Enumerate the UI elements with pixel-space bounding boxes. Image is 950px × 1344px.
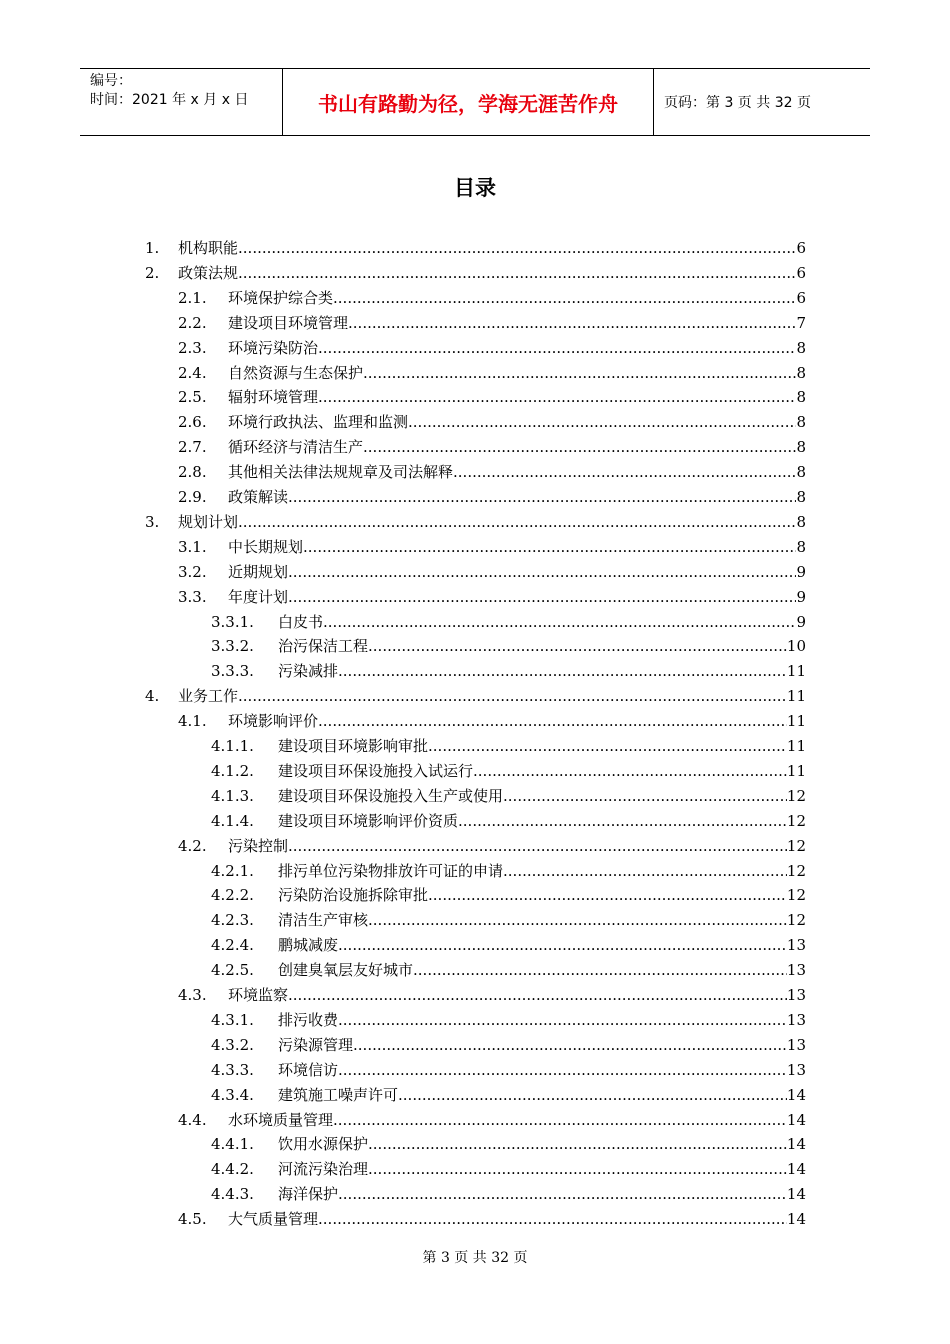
toc-entry[interactable]	[0, 1130, 950, 1154]
toc-entry-page: 13	[786, 961, 806, 980]
toc-entry-number: 3.3.3.	[211, 662, 254, 681]
toc-entry-number: 4.2.5.	[211, 961, 254, 980]
toc-dot-leader	[338, 661, 787, 681]
toc-entry-number: 4.1.	[178, 712, 207, 731]
toc-entry[interactable]	[0, 583, 950, 607]
toc-entry[interactable]	[0, 558, 950, 582]
toc-entry-number: 4.4.	[178, 1110, 207, 1129]
toc-dot-leader	[503, 861, 787, 881]
toc-dot-leader	[303, 537, 796, 557]
toc-dot-leader	[323, 612, 796, 632]
toc-entry-title: 河流污染治理	[278, 1160, 369, 1179]
toc-entry-number: 3.1.	[178, 537, 207, 556]
header-left-cell	[80, 69, 282, 135]
page-footer: 第 3 页 共 32 页	[422, 1250, 528, 1266]
toc-dot-leader	[338, 1184, 787, 1204]
toc-entry-page: 6	[796, 288, 806, 307]
toc-entry[interactable]	[0, 981, 950, 1005]
toc-dot-leader	[428, 885, 787, 905]
toc-entry[interactable]	[0, 608, 950, 632]
toc-entry-title: 饮用水源保护	[278, 1135, 369, 1154]
toc-dot-leader	[288, 487, 796, 507]
toc-entry-page: 11	[786, 687, 806, 706]
toc-entry[interactable]	[0, 383, 950, 407]
toc-entry-title: 建设项目环境管理	[228, 313, 349, 332]
toc-entry-title: 环境污染防治	[228, 338, 319, 357]
toc-entry-page: 8	[796, 363, 806, 382]
toc-dot-leader	[338, 935, 787, 955]
toc-entry-title: 污染源管理	[278, 1035, 354, 1054]
header-table	[80, 68, 870, 136]
toc-entry-page: 13	[786, 986, 806, 1004]
toc-entry-number: 4.5.	[178, 1210, 207, 1229]
toc-entry-page: 8	[796, 463, 806, 482]
toc-entry[interactable]	[0, 334, 950, 358]
toc-entry-page: 8	[796, 512, 806, 531]
toc-entry-page: 13	[786, 1035, 806, 1054]
toc-entry-number: 3.3.1.	[211, 612, 254, 631]
toc-entry-title: 循环经济与清洁生产	[228, 438, 364, 457]
toc-dot-leader	[368, 1159, 787, 1179]
toc-entry-number: 2.	[145, 263, 160, 282]
toc-entry-number: 4.1.2.	[211, 761, 254, 780]
toc-dot-leader	[368, 1134, 787, 1154]
toc-entry-title: 机构职能	[178, 239, 239, 257]
toc-entry[interactable]	[0, 1006, 950, 1030]
toc-dot-leader	[333, 1110, 787, 1130]
header-page-info: 页码：第 3 页 共 32 页	[664, 95, 811, 111]
toc-entry[interactable]	[0, 757, 950, 781]
toc-entry-page: 13	[786, 1010, 806, 1029]
toc-entry[interactable]	[0, 1031, 950, 1055]
document-time-label: 时间：2021 年 x 月 x 日	[90, 92, 249, 108]
toc-dot-leader	[318, 338, 796, 358]
toc-entry-number: 3.	[145, 512, 160, 531]
toc-entry-title: 污染防治设施拆除审批	[278, 886, 429, 905]
toc-entry-page: 9	[796, 612, 806, 631]
toc-entry-title: 建筑施工噪声许可	[278, 1085, 399, 1104]
toc-dot-leader	[453, 462, 796, 482]
toc-entry[interactable]	[0, 857, 950, 881]
toc-entry-title: 白皮书	[278, 612, 324, 631]
toc-entry-title: 政策法规	[178, 263, 239, 282]
toc-entry-number: 4.3.2.	[211, 1035, 254, 1054]
toc-entry-page: 6	[796, 263, 806, 282]
toc-entry-number: 4.1.3.	[211, 786, 254, 805]
toc-entry-title: 自然资源与生态保护	[228, 363, 364, 382]
toc-entry-page: 12	[786, 886, 806, 905]
header-motto: 书山有路勤为径，学海无涯苦作舟	[282, 69, 654, 135]
toc-entry-number: 4.2.3.	[211, 911, 254, 930]
toc-entry-number: 2.9.	[178, 488, 207, 506]
toc-entry-number: 4.3.4.	[211, 1085, 254, 1104]
toc-entry-title: 业务工作	[178, 687, 239, 706]
toc-entry[interactable]	[0, 707, 950, 731]
toc-entry[interactable]	[0, 259, 950, 283]
toc-entry-page: 9	[796, 587, 806, 606]
toc-entry-page: 14	[786, 1210, 806, 1229]
toc-entry-title: 水环境质量管理	[228, 1110, 334, 1129]
toc-entry-number: 3.3.2.	[211, 637, 254, 656]
toc-entry-page: 7	[796, 313, 806, 332]
toc-entry-title: 污染控制	[228, 836, 289, 855]
toc-entry-title: 环境行政执法、监理和监测	[228, 413, 409, 432]
toc-entry-title: 建设项目环境影响评价资质	[278, 811, 459, 830]
toc-entry[interactable]	[0, 1106, 950, 1130]
toc-entry[interactable]	[0, 632, 950, 656]
toc-entry[interactable]	[0, 408, 950, 432]
toc-dot-leader	[318, 711, 787, 731]
toc-entry-page: 12	[786, 811, 806, 830]
toc-entry-title: 排污收费	[278, 1010, 339, 1029]
toc-entry-number: 3.3.	[178, 587, 207, 606]
toc-entry-title: 政策解读	[228, 488, 289, 506]
toc-entry-number: 4.4.3.	[211, 1185, 254, 1204]
toc-entry-number: 4.2.2.	[211, 886, 254, 905]
toc-dot-leader	[238, 238, 796, 258]
toc-entry-page: 8	[796, 388, 806, 407]
toc-dot-leader	[288, 562, 796, 582]
toc-dot-leader	[348, 313, 796, 333]
toc-entry-title: 鹏城减废	[278, 936, 339, 955]
toc-entry-title: 海洋保护	[278, 1185, 339, 1204]
toc-entry-page: 14	[786, 1085, 806, 1104]
toc-entry-page: 8	[796, 537, 806, 556]
toc-entry-title: 清洁生产审核	[278, 911, 369, 930]
toc-entry-number: 2.6.	[178, 413, 207, 432]
toc-entry-number: 4.2.	[178, 836, 207, 855]
toc-entry-page: 14	[786, 1135, 806, 1154]
toc-dot-leader	[333, 288, 796, 308]
toc-entry-number: 4.3.3.	[211, 1060, 254, 1079]
toc-entry[interactable]	[0, 533, 950, 557]
toc-entry-number: 4.1.4.	[211, 811, 254, 830]
toc-entry-number: 4.4.2.	[211, 1160, 254, 1179]
toc-dot-leader	[318, 387, 796, 407]
toc-dot-leader	[413, 960, 787, 980]
toc-entry-title: 环境影响评价	[228, 712, 319, 731]
toc-entry-title: 创建臭氧层友好城市	[278, 961, 414, 980]
toc-entry[interactable]	[0, 508, 950, 532]
toc-entry-title: 污染减排	[278, 662, 339, 681]
toc-entry-title: 环境保护综合类	[228, 288, 334, 307]
toc-entry[interactable]	[0, 832, 950, 856]
toc-entry[interactable]	[0, 234, 950, 258]
toc-entry[interactable]	[0, 1081, 950, 1105]
toc-entry-title: 辐射环境管理	[228, 388, 319, 407]
toc-entry-title: 建设项目环境影响审批	[278, 737, 429, 755]
toc-entry-number: 4.3.1.	[211, 1010, 254, 1029]
toc-entry-number: 2.3.	[178, 338, 207, 357]
toc-entry[interactable]	[0, 458, 950, 482]
toc-entry-page: 12	[786, 786, 806, 805]
toc-entry[interactable]	[0, 732, 950, 756]
toc-dot-leader	[238, 686, 787, 706]
toc-dot-leader	[363, 363, 796, 383]
document-number-label: 编号：	[90, 73, 132, 89]
toc-entry-page: 13	[786, 1060, 806, 1079]
toc-entry-page: 8	[796, 488, 806, 506]
toc-entry-page: 8	[796, 413, 806, 432]
toc-entry[interactable]	[0, 657, 950, 681]
toc-entry-number: 2.4.	[178, 363, 207, 382]
toc-dot-leader	[288, 836, 787, 856]
page-title: 目录	[454, 176, 496, 200]
toc-entry-number: 4.3.	[178, 986, 207, 1004]
toc-dot-leader	[238, 512, 796, 532]
toc-entry-page: 12	[786, 836, 806, 855]
toc-entry-page: 13	[786, 936, 806, 955]
toc-entry[interactable]	[0, 1205, 950, 1229]
toc-entry[interactable]	[0, 433, 950, 457]
toc-entry-title: 大气质量管理	[228, 1210, 319, 1229]
toc-dot-leader	[473, 761, 787, 781]
toc-entry-page: 12	[786, 861, 806, 880]
toc-dot-leader	[353, 1035, 787, 1055]
toc-entry-page: 8	[796, 338, 806, 357]
toc-entry-title: 建设项目环保设施投入生产或使用	[278, 786, 504, 805]
toc-dot-leader	[318, 1209, 787, 1229]
toc-dot-leader	[363, 437, 796, 457]
toc-entry-page: 12	[786, 911, 806, 930]
toc-dot-leader	[368, 910, 787, 930]
toc-dot-leader	[368, 636, 787, 656]
toc-entry-title: 年度计划	[228, 587, 289, 606]
toc-dot-leader	[238, 263, 796, 283]
toc-entry[interactable]	[0, 1056, 950, 1080]
toc-entry[interactable]	[0, 807, 950, 831]
toc-entry-number: 4.2.4.	[211, 936, 254, 955]
toc-dot-leader	[288, 587, 796, 607]
toc-entry-page: 8	[796, 438, 806, 457]
toc-entry[interactable]	[0, 359, 950, 383]
toc-entry[interactable]	[0, 1155, 950, 1179]
toc-entry-title: 近期规划	[228, 562, 289, 581]
toc-entry-page: 14	[786, 1185, 806, 1204]
toc-entry[interactable]	[0, 931, 950, 955]
toc-entry[interactable]	[0, 309, 950, 333]
toc-entry-page: 11	[786, 712, 806, 731]
toc-entry-page: 6	[796, 239, 806, 257]
toc-dot-leader	[338, 1060, 787, 1080]
toc-dot-leader	[398, 1085, 787, 1105]
toc-entry-number: 2.1.	[178, 288, 207, 307]
toc-entry-number: 4.1.1.	[211, 737, 254, 755]
toc-entry-title: 规划计划	[178, 512, 239, 531]
toc-entry-title: 中长期规划	[228, 537, 304, 556]
toc-entry-title: 治污保洁工程	[278, 637, 369, 656]
toc-entry-number: 4.2.1.	[211, 861, 254, 880]
toc-entry-title: 建设项目环保设施投入试运行	[278, 761, 474, 780]
toc-entry-number: 2.8.	[178, 463, 207, 482]
toc-dot-leader	[408, 412, 796, 432]
toc-dot-leader	[458, 811, 787, 831]
toc-entry-page: 14	[786, 1160, 806, 1179]
toc-entry-number: 4.	[145, 687, 160, 706]
toc-entry-page: 11	[786, 761, 806, 780]
toc-entry-title: 环境信访	[278, 1060, 339, 1079]
toc-entry-number: 2.7.	[178, 438, 207, 457]
toc-entry[interactable]	[0, 1180, 950, 1204]
toc-entry[interactable]	[0, 682, 950, 706]
toc-entry[interactable]	[0, 906, 950, 930]
toc-entry[interactable]	[0, 956, 950, 980]
toc-entry[interactable]	[0, 284, 950, 308]
toc-entry-title: 环境监察	[228, 986, 289, 1004]
toc-entry-number: 1.	[145, 239, 160, 257]
toc-entry-title: 排污单位污染物排放许可证的申请	[278, 861, 504, 880]
toc-entry-page: 10	[786, 637, 806, 656]
toc-entry-number: 2.5.	[178, 388, 207, 407]
toc-entry[interactable]	[0, 782, 950, 806]
toc-entry-number: 3.2.	[178, 562, 207, 581]
toc-entry[interactable]	[0, 483, 950, 507]
toc-entry-page: 11	[786, 662, 806, 681]
toc-dot-leader	[428, 736, 787, 756]
toc-entry-page: 9	[796, 562, 806, 581]
toc-entry-title: 其他相关法律法规规章及司法解释	[228, 463, 454, 482]
toc-entry[interactable]	[0, 881, 950, 905]
toc-entry-number: 4.4.1.	[211, 1135, 254, 1154]
toc-dot-leader	[503, 786, 787, 806]
toc-entry-page: 14	[786, 1110, 806, 1129]
toc-dot-leader	[288, 985, 787, 1005]
toc-entry-page: 11	[786, 737, 806, 755]
toc-dot-leader	[338, 1010, 787, 1030]
toc-entry-number: 2.2.	[178, 313, 207, 332]
